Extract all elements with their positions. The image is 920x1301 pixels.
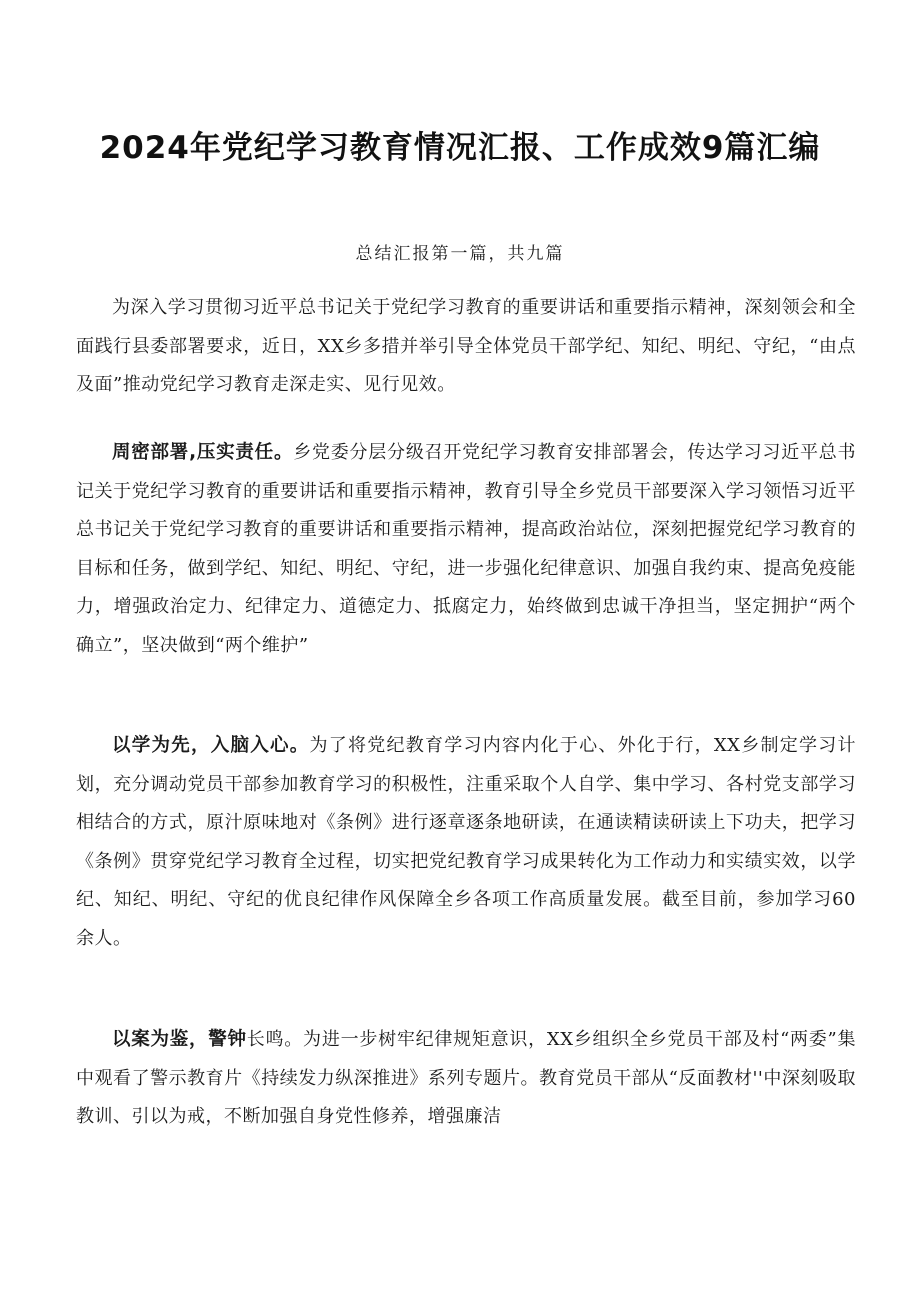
intro-paragraph <box>76 289 856 405</box>
paragraph-text: 长鸣。为进一步树牢纪律规矩意识，XX乡组织全乡党员干部及村“两委”集中观看了警示教育片《持续发力纵深推进》系列专题片。教育党员干部从“反面教材''中深刻吸取教训、引以为戒，不断加强自身党性修养，增强廉洁 <box>76 1029 856 1127</box>
paragraph-lead: 周密部署,压实责任。 <box>112 442 294 463</box>
section-paragraph-study <box>76 727 856 958</box>
paragraph-lead: 以案为鉴，警钟 <box>112 1029 247 1050</box>
section-paragraph-deployment <box>76 434 856 665</box>
paragraph-lead: 以学为先，入脑入心。 <box>112 735 310 756</box>
document-subtitle: 总结汇报第一篇，共九篇 <box>355 244 565 264</box>
section-paragraph-warning <box>76 1021 856 1137</box>
paragraph-text: 乡党委分层分级召开党纪学习教育安排部署会，传达学习习近平总书记关于党纪学习教育的重要讲话和重要指示精神，教育引导全乡党员干部要深入学习领悟习近平总书记关于党纪学习教育的重要讲话和重要指示精神，提高政治站位，深刻把握党纪学习教育的目标和任务，做到学纪、知纪、明纪、守纪，进一步强化纪律意识、加强自我约束、提高免疫能力，增强政治定力、纪律定力、道德定力、抵腐定力，始终做到忠诚干净担当，坚定拥护“两个确立”，坚决做到“两个维护” <box>76 442 857 656</box>
paragraph-text: 为深入学习贯彻习近平总书记关于党纪学习教育的重要讲话和重要指示精神，深刻领会和全面践行县委部署要求，近日，XX乡多措并举引导全体党员干部学纪、知纪、明纪、守纪，“由点及面”推动党纪学习教育走深走实、见行见效。 <box>76 297 856 395</box>
document-title: 2024年党纪学习教育情况汇报、工作成效9篇汇编 <box>99 130 821 166</box>
paragraph-text: 为了将党纪教育学习内容内化于心、外化于行，XX乡制定学习计划，充分调动党员干部参加教育学习的积极性，注重采取个人自学、集中学习、各村党支部学习相结合的方式，原汁原味地对《条例》进行逐章逐条地研读，在通读精读研读上下功夫，把学习《条例》贯穿党纪学习教育全过程，切实把党纪教育学习成果转化为工作动力和实绩实效，以学纪、知纪、明纪、守纪的优良纪律作风保障全乡各项工作高质量发展。截至目前，参加学习60余人。 <box>76 735 856 949</box>
